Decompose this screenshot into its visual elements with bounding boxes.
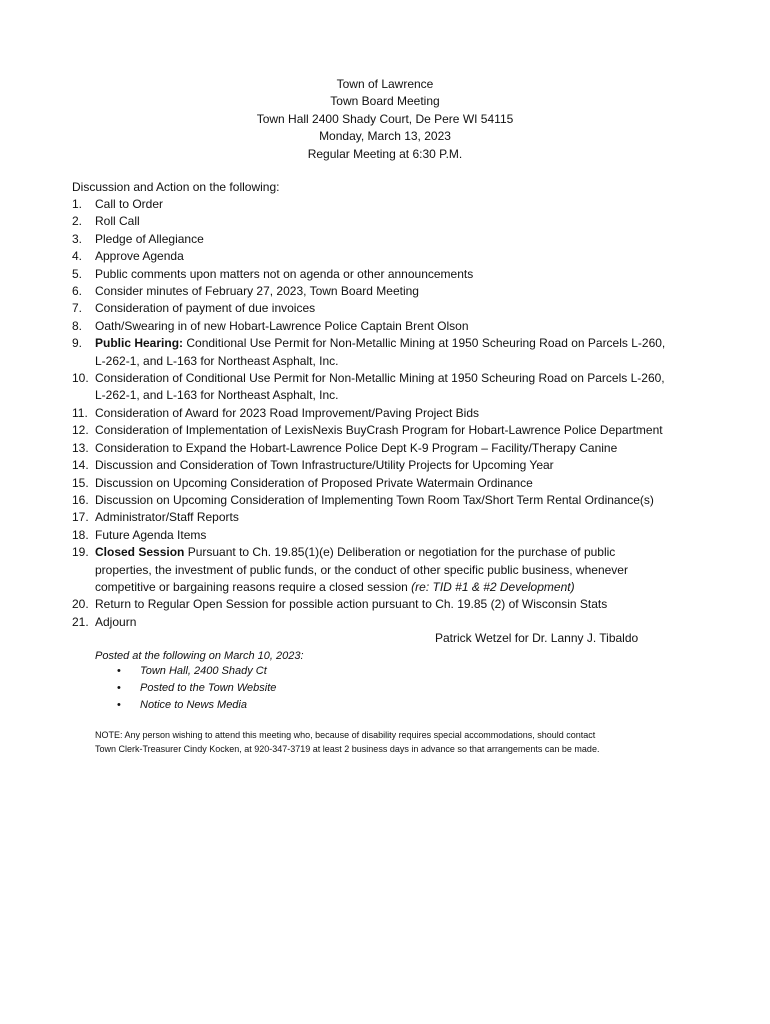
agenda-intro: Discussion and Action on the following: xyxy=(72,180,280,194)
item-text-line1: Consideration of Conditional Use Permit for Non-Metallic Mining at 1950 Scheuring Road on Parcels L-260, xyxy=(95,371,665,386)
item-text: Discussion on Upcoming Consideration of Implementing Town Room Tax/Short Term Rental Ordinance(s) xyxy=(95,492,654,507)
agenda-item xyxy=(72,596,712,613)
item-number: 15. xyxy=(72,475,89,490)
item-text: Consideration of payment of due invoices xyxy=(95,301,316,316)
agenda-item xyxy=(72,318,712,335)
item-number: 18. xyxy=(72,527,89,542)
agenda-item xyxy=(72,370,712,405)
item-text: Consideration of Implementation of LexisNexis BuyCrash Program for Hobart-Lawrence Police Department xyxy=(95,423,663,438)
item-number: 4. xyxy=(72,249,83,264)
meeting-title: Town Board Meeting xyxy=(330,94,440,109)
agenda-item xyxy=(72,300,712,317)
agenda-item xyxy=(72,509,712,526)
item-text: Consider minutes of February 27, 2023, Town Board Meeting xyxy=(95,284,419,299)
item-text xyxy=(95,371,665,402)
note-line2: Town Clerk-Treasurer Cindy Kocken, at 920-347-3719 at least 2 business days in advance so that arrangements can be made. xyxy=(95,744,600,754)
item-number: 6. xyxy=(72,284,83,299)
item-text: Return to Regular Open Session for possible action pursuant to Ch. 19.85 (2) of Wisconsin Stats xyxy=(95,597,608,612)
posted-location-text: Notice to News Media xyxy=(140,699,247,711)
posted-location-item xyxy=(117,697,276,714)
agenda-item xyxy=(72,405,712,422)
item-number: 8. xyxy=(72,318,83,333)
accessibility-note xyxy=(95,728,599,756)
agenda-item-public-hearing xyxy=(72,335,712,370)
agenda-item xyxy=(72,475,712,492)
item-number: 11. xyxy=(72,405,88,420)
agenda-item xyxy=(72,457,712,474)
item-number: 10. xyxy=(72,371,89,386)
item-text xyxy=(95,336,665,367)
posted-heading: Posted at the following on March 10, 2023: xyxy=(95,650,304,662)
item-number: 14. xyxy=(72,458,89,473)
agenda-item-closed-session xyxy=(72,544,712,596)
item-text-line1: Pursuant to Ch. 19.85(1)(e) Deliberation or negotiation for the purchase of public xyxy=(184,545,616,560)
item-text xyxy=(95,545,628,594)
posted-location-text: Posted to the Town Website xyxy=(140,682,277,694)
item-number: 7. xyxy=(72,301,83,316)
bullet-icon: • xyxy=(117,665,121,677)
item-text: Administrator/Staff Reports xyxy=(95,510,239,525)
item-number: 17. xyxy=(72,510,89,525)
agenda-item xyxy=(72,231,712,248)
item-text-line2: L-262-1, and L-163 for Northeast Asphalt, Inc. xyxy=(95,353,339,368)
item-text: Future Agenda Items xyxy=(95,527,207,542)
agenda-item xyxy=(72,196,712,213)
item-text: Consideration to Expand the Hobart-Lawrence Police Dept K-9 Program – Facility/Therapy Canine xyxy=(95,440,618,455)
bullet-icon: • xyxy=(117,699,121,711)
item-text-line1: Conditional Use Permit for Non-Metallic Mining at 1950 Scheuring Road on Parcels L-260, xyxy=(183,336,666,351)
agenda-item xyxy=(72,213,712,230)
item-number: 2. xyxy=(72,214,83,229)
agenda-item xyxy=(72,527,712,544)
closed-session-label: Closed Session xyxy=(95,545,185,560)
signature-line: Patrick Wetzel for Dr. Lanny J. Tibaldo xyxy=(435,631,639,645)
agenda-item xyxy=(72,283,712,300)
agenda-item xyxy=(72,248,712,265)
item-number: 5. xyxy=(72,266,83,281)
posted-location-item xyxy=(117,680,276,697)
item-text-line3: competitive or bargaining reasons require a closed session xyxy=(95,579,412,594)
meeting-header xyxy=(0,76,770,163)
agenda-item xyxy=(72,614,712,631)
item-text: Public comments upon matters not on agenda or other announcements xyxy=(95,266,474,281)
closed-session-note: (re: TID #1 & #2 Development) xyxy=(411,579,575,594)
item-number: 16. xyxy=(72,492,89,507)
item-text: Approve Agenda xyxy=(95,249,184,264)
posted-locations xyxy=(117,663,276,714)
item-number: 3. xyxy=(72,231,83,246)
item-text-line2: L-262-1, and L-163 for Northeast Asphalt, Inc. xyxy=(95,388,339,403)
agenda-item xyxy=(72,492,712,509)
item-text: Pledge of Allegiance xyxy=(95,231,204,246)
note-line1: NOTE: Any person wishing to attend this meeting who, because of disability requires special accommodations, should contact xyxy=(95,730,596,740)
posted-location-text: Town Hall, 2400 Shady Ct xyxy=(140,665,267,677)
item-number: 21. xyxy=(72,614,89,629)
item-number: 19. xyxy=(72,545,89,560)
item-number: 1. xyxy=(72,197,83,211)
item-number: 20. xyxy=(72,597,89,612)
item-text: Call to Order xyxy=(95,197,164,211)
item-text: Adjourn xyxy=(95,614,137,629)
posted-location-item xyxy=(117,663,276,680)
agenda-item xyxy=(72,422,712,439)
town-name: Town of Lawrence xyxy=(336,77,434,91)
item-text: Consideration of Award for 2023 Road Improvement/Paving Project Bids xyxy=(95,405,479,420)
agenda-item xyxy=(72,266,712,283)
item-number: 13. xyxy=(72,440,89,455)
item-number: 12. xyxy=(72,423,89,438)
item-text: Roll Call xyxy=(95,214,140,229)
item-text: Discussion and Consideration of Town Infrastructure/Utility Projects for Upcoming Year xyxy=(95,458,554,473)
meeting-time: Regular Meeting at 6:30 P.M. xyxy=(307,146,463,161)
item-number: 9. xyxy=(72,336,83,351)
item-text: Oath/Swearing in of new Hobart-Lawrence Police Captain Brent Olson xyxy=(95,318,469,333)
public-hearing-label: Public Hearing: xyxy=(95,336,184,351)
agenda-list xyxy=(72,196,712,631)
agenda-item xyxy=(72,440,712,457)
item-text-line2: properties, the investment of public funds, or the conduct of other specific public business, whenever xyxy=(95,562,628,577)
item-text: Discussion on Upcoming Consideration of Proposed Private Watermain Ordinance xyxy=(95,475,533,490)
meeting-date: Monday, March 13, 2023 xyxy=(319,129,451,144)
meeting-location: Town Hall 2400 Shady Court, De Pere WI 54115 xyxy=(256,111,514,126)
bullet-icon: • xyxy=(117,682,121,694)
